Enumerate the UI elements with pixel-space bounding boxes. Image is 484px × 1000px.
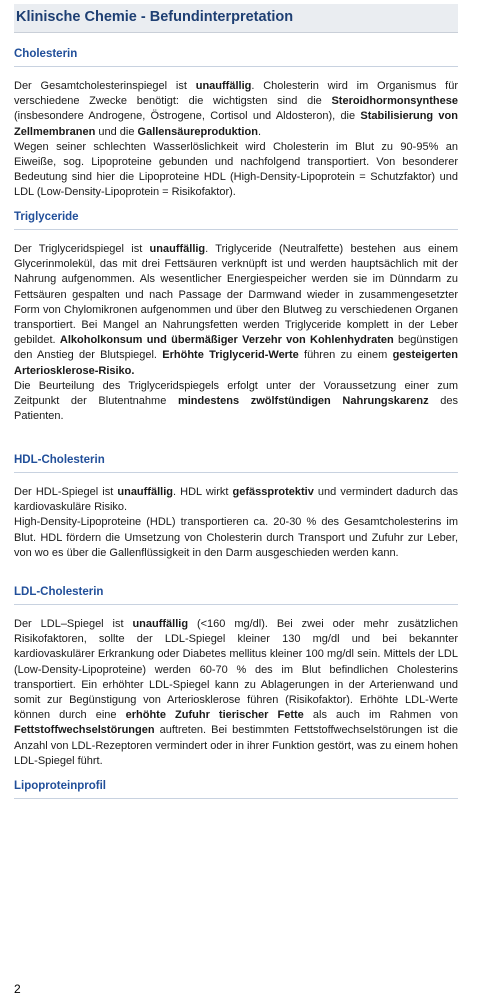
body-text: Der Triglyceridspiegel ist <box>14 243 150 255</box>
section-ldl-cholesterin <box>14 586 458 769</box>
paragraph <box>14 242 458 379</box>
body-text: führen zu einem <box>298 349 393 362</box>
body-text: und vermindert dadurch das kardiovaskuläre Risiko. <box>14 486 459 514</box>
section-hdl-cholesterin <box>14 454 458 561</box>
emphasis-text: Gallensäureproduktion <box>137 125 258 138</box>
paragraph <box>14 515 458 561</box>
body-text: (<160 mg/dl). Bei zwei oder mehr zusätzlichen Risikofaktoren, sollte der LDL-Spiegel kleiner 130 mg/dl und bei bekannter kardiovaskulärer Erkrankung oder Diabetes mellitus kleiner 100 mg/dl sein. Mittels der LDL (Low-Density-Lipoproteine) werden 60-70 % des im Blut befindlichen Cholesterins transportiert. Ein erhöhter LDL-Spiegel kann zu Ablagerungen in der Arterienwand und somit zur Begünstigung von Arteriosklerose führen (Risikofaktor). Erhöhte LDL-Werte können durch eine <box>14 618 458 722</box>
section-body <box>14 79 458 201</box>
body-text: Der HDL-Spiegel ist <box>14 486 118 498</box>
body-text: Der Gesamtcholesterinspiegel ist <box>14 80 196 92</box>
emphasis-text: Steroidhormonsynthese <box>331 95 458 108</box>
body-text: High-Density-Lipoproteine (HDL) transportieren ca. 20-30 % des Gesamtcholesterins im Blut. HDL fördern die Umsetzung von Cholesterin durch Transport und Zufuhr zur Leber, von wo es über die Gallenflüssigkeit in den Darm ausgeschieden werden kann. <box>14 516 458 559</box>
section-heading: Lipoproteinprofil <box>14 780 458 799</box>
section-cholesterin <box>14 48 458 201</box>
emphasis-text: Erhöhte Triglycerid-Werte <box>162 349 299 362</box>
section-triglyceride <box>14 211 458 424</box>
page-title: Klinische Chemie - Befundinterpretation <box>16 9 294 25</box>
emphasis-text: Fettstoffwechselstörungen <box>14 724 155 737</box>
paragraph <box>14 485 458 515</box>
emphasis-text: unauffällig <box>132 618 189 630</box>
emphasis-text: Stabilisierung von Zellmembranen <box>14 110 458 138</box>
section-body <box>14 617 458 769</box>
body-text: Der LDL–Spiegel ist <box>14 618 133 630</box>
emphasis-text: mindestens zwölfstündigen Nahrungskarenz <box>177 395 429 408</box>
body-text: und die <box>95 125 138 138</box>
body-text: Die Beurteilung des Triglyceridspiegels erfolgt unter der Voraussetzung einer zum Zeitpunkt der Blutentnahme <box>14 379 458 408</box>
body-text: . HDL wirkt <box>172 486 233 498</box>
paragraph <box>14 140 458 201</box>
page-number: 2 <box>14 982 21 996</box>
emphasis-text: gesteigerten Arteriosklerose-Risiko. <box>14 349 458 377</box>
body-text: auftreten. Bei bestimmten Fettstoffwechselstörungen ist die Anzahl von LDL-Rezeptoren vermindert oder in ihrer Funktion gestört, was zu einem hohen LDL-Spiegel führt. <box>14 724 458 767</box>
body-text: des Patienten. <box>14 395 458 423</box>
body-text: als auch im Rahmen von <box>303 709 458 722</box>
section-lipoproteinprofil <box>14 780 458 799</box>
body-text: . Triglyceride (Neutralfette) bestehen aus einem Glycerinmolekül, das mit drei Fettsäuren verknüpft ist und werden hauptsächlich mit der Nahrung aufgenommen. Als wesentlicher Energiespeicher werden sie im Dünndarm zu Fettsäuren gespalten und nach Passage der Darmwand wieder in zusammengesetzter Form von Chylomikronen aufgenommen und über den Blutweg zu verschiedenen Organen transportiert. Bei Mangel an Nahrungsfetten werden Triglyceride komplett in der Leber gebildet. <box>14 243 458 347</box>
section-body <box>14 242 458 424</box>
body-text: . Cholesterin wird im Organismus für verschiedene Zwecke benötigt: die wichtigsten sind die <box>14 80 458 108</box>
body-text: Wegen seiner schlechten Wasserlöslichkeit wird Cholesterin im Blut zu 90-95% an Eiweiße, sog. Lipoproteine gebunden und nachfolgend transportiert. Von besonderer Bedeutung sind hier die Lipoproteine HDL (High-Density-Lipoprotein = Schutzfaktor) und LDL (Low-Density-Lipoprotein = Risikofaktor). <box>14 140 458 199</box>
section-body <box>14 485 458 561</box>
paragraph <box>14 379 458 425</box>
section-heading: Triglyceride <box>14 211 458 230</box>
emphasis-text: unauffällig <box>149 243 206 255</box>
emphasis-text: gefässprotektiv <box>232 486 314 498</box>
section-heading: HDL-Cholesterin <box>14 454 458 473</box>
emphasis-text: unauffällig <box>195 80 252 92</box>
section-heading: Cholesterin <box>14 48 458 67</box>
emphasis-text: erhöhte Zufuhr tierischer Fette <box>125 709 304 722</box>
section-heading: LDL-Cholesterin <box>14 586 458 605</box>
body-text: (insbesondere Androgene, Östrogene, Cortisol und Aldosteron), die <box>14 110 361 123</box>
body-text: begünstigen den Anstieg der Blutspiegel. <box>14 334 458 362</box>
page-header <box>14 4 458 33</box>
emphasis-text: unauffällig <box>117 486 173 498</box>
paragraph <box>14 79 458 140</box>
body-text: . <box>257 125 261 138</box>
paragraph <box>14 617 458 769</box>
emphasis-text: Alkoholkonsum und übermäßiger Verzehr von Kohlenhydraten <box>59 334 394 347</box>
